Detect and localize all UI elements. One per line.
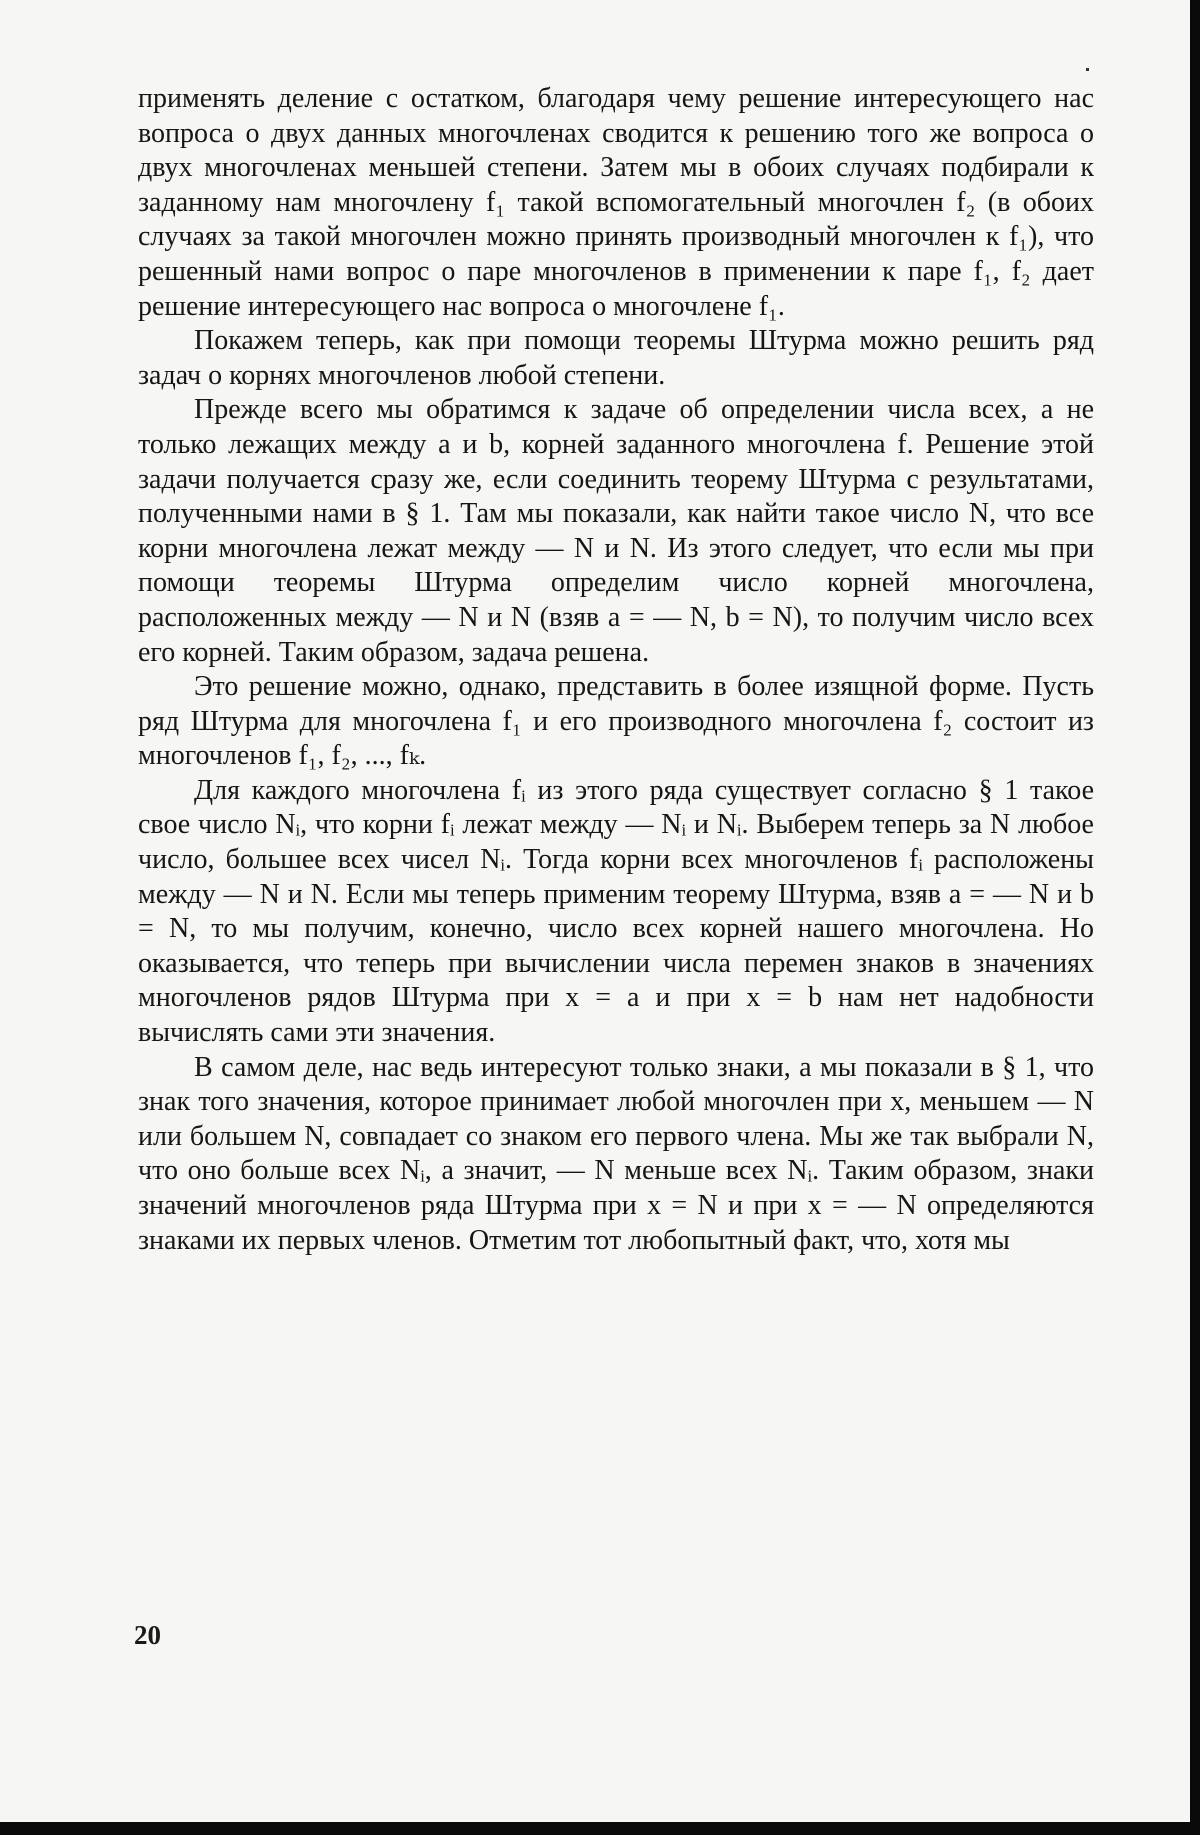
- paragraph: Это решение можно, однако, представить в более изящной форме. Пусть ряд Штурма для многочлена f₁ и его производного многочлена f₂ состоит из многочленов f₁, f₂, ..., fₖ.: [138, 671, 1094, 772]
- paragraph: Для каждого многочлена fᵢ из этого ряда существует согласно § 1 такое свое число Nᵢ, что корни fᵢ лежат между — Nᵢ и Nᵢ. Выберем теперь за N любое число, большее всех чисел Nᵢ. Тогда корни всех многочленов fᵢ расположены между — N и N. Если мы теперь применим теорему Штурма, взяв a = — N и b = N, то мы получим, конечно, число всех корней нашего многочлена. Но оказывается, что теперь при вычислении числа перемен знаков в значениях многочленов рядов Штурма при x = a и при x = b нам нет надобности вычислять сами эти значения.: [138, 774, 1094, 1049]
- page-body-text: [138, 82, 1094, 1258]
- page-number: 20: [134, 1620, 161, 1650]
- scan-speck: [1086, 68, 1089, 71]
- paragraph: В самом деле, нас ведь интересуют только знаки, а мы показали в § 1, что знак того значения, которое принимает любой многочлен при x, меньшем — N или большем N, совпадает со знаком его первого члена. Мы же так выбрали N, что оно больше всех Nᵢ, а значит, — N меньше всех Nᵢ. Таким образом, знаки значений многочленов ряда Штурма при x = N и при x = — N определяются знаками их первых членов. Отметим тот любопытный факт, что, хотя мы: [138, 1051, 1094, 1256]
- paragraph-continuation: применять деление с остатком, благодаря чему решение интересующего нас вопроса о двух данных многочленах сводится к решению того же вопроса о двух многочленах меньшей степени. Затем мы в обоих случаях подбирали к заданному нам многочлену f₁ такой вспомогательный многочлен f₂ (в обоих случаях за такой многочлен можно принять производный многочлен к f₁), что решенный нами вопрос о паре многочленов в применении к паре f₁, f₂ дает решение интересующего нас вопроса о многочлене f₁.: [138, 83, 1094, 322]
- paragraph: Покажем теперь, как при помощи теоремы Штурма можно решить ряд задач о корнях многочленов любой степени.: [138, 325, 1094, 391]
- paragraph: Прежде всего мы обратимся к задаче об определении числа всех, а не только лежащих между a и b, корней заданного многочлена f. Решение этой задачи получается сразу же, если соединить теорему Штурма с результатами, полученными нами в § 1. Там мы показали, как найти такое число N, что все корни многочлена лежат между — N и N. Из этого следует, что если мы при помощи теоремы Штурма определим число корней многочлена, расположенных между — N и N (взяв a = — N, b = N), то получим число всех его корней. Таким образом, задача решена.: [138, 394, 1095, 668]
